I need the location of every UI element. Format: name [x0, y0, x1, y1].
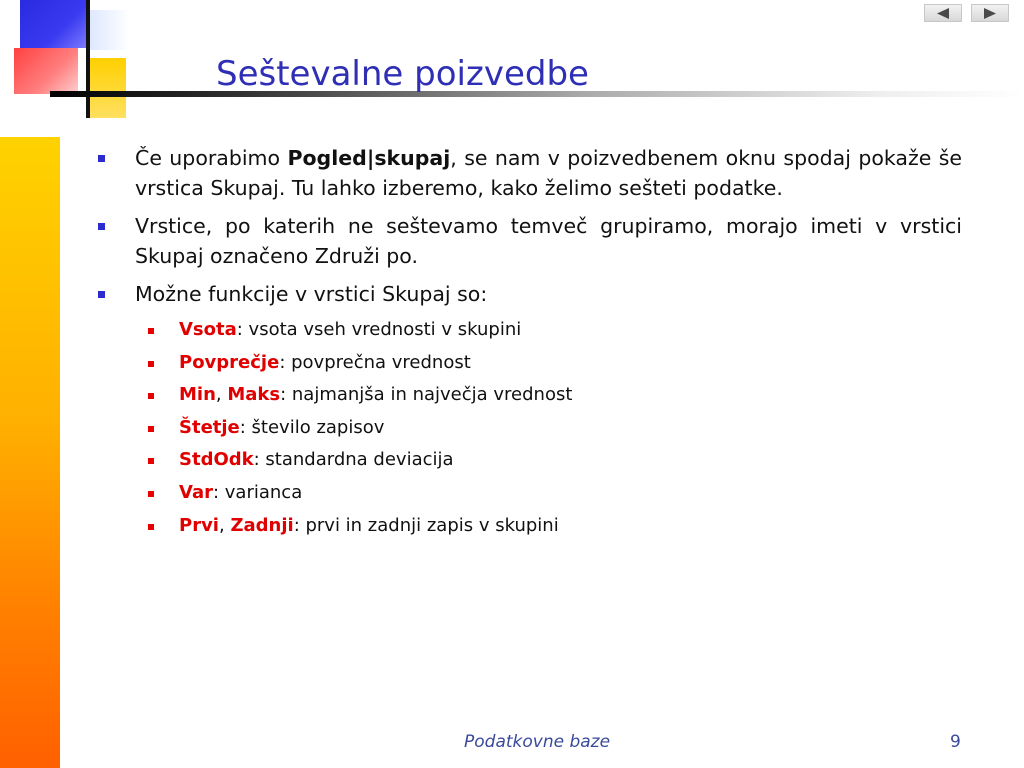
keyword-separator: ,	[215, 384, 228, 406]
logo-red-square	[14, 48, 78, 94]
sub-bullet-square-icon	[148, 393, 154, 399]
sub-bullet-item	[98, 480, 962, 506]
sub-bullet-square-icon	[148, 426, 154, 432]
sub-bullet-square-icon	[148, 524, 154, 530]
function-description: : varianca	[212, 481, 303, 503]
side-gradient-bar	[0, 137, 60, 768]
function-keyword: Zadnji	[230, 514, 294, 536]
function-keyword: Povprečje	[179, 351, 280, 373]
sub-bullet-square-icon	[148, 328, 154, 334]
function-description: : število zapisov	[239, 416, 385, 438]
keyword-separator: ,	[218, 514, 231, 536]
function-keyword: Štetje	[179, 416, 240, 438]
function-keyword: Var	[179, 481, 213, 503]
logo-blue-square	[20, 0, 90, 48]
function-keyword: Prvi	[179, 514, 219, 536]
bullet-text: Vrstice, po katerih ne seštevamo temveč grupiramo, morajo imeti v vrstici Skupaj označeno Združi po.	[135, 214, 962, 268]
bullet-square-icon	[98, 223, 105, 230]
sub-bullet-square-icon	[148, 491, 154, 497]
sub-bullet-square-icon	[148, 458, 154, 464]
bullet-text-post: , se nam v poizvedbenem oknu spodaj pokaže še vrstica Skupaj. Tu lahko izberemo, kako želimo sešteti podatke.	[135, 146, 962, 200]
menu-path: Pogled|skupaj	[287, 146, 451, 170]
triangle-left-icon	[936, 8, 950, 19]
function-keyword: Maks	[227, 384, 281, 406]
function-description: : povprečna vrednost	[279, 351, 471, 373]
sub-bullet-item	[98, 447, 962, 473]
function-keyword: Vsota	[179, 319, 237, 340]
bullet-square-icon	[98, 291, 105, 298]
previous-slide-button[interactable]	[924, 4, 962, 22]
function-description: : vsota vseh vrednosti v skupini	[236, 319, 522, 340]
logo-yellow-square	[90, 58, 126, 118]
bullet-text: Možne funkcije v vrstici Skupaj so:	[135, 282, 488, 306]
next-slide-button[interactable]	[971, 4, 1009, 22]
bullet-item	[98, 279, 962, 309]
function-description: : standardna deviacija	[253, 449, 454, 471]
slide-content	[98, 143, 962, 545]
sub-bullet-item	[98, 513, 962, 539]
function-description: : prvi in zadnji zapis v skupini	[293, 514, 559, 536]
bullet-text-pre: Če uporabimo	[135, 146, 288, 170]
sub-bullet-item	[98, 317, 962, 343]
logo-fade-block	[90, 10, 130, 50]
sub-bullet-item	[98, 350, 962, 376]
logo-vertical-line	[86, 0, 90, 118]
function-description: : najmanjša in največja vrednost	[280, 384, 573, 406]
bullet-square-icon	[98, 155, 105, 162]
bullet-item	[98, 143, 962, 203]
function-keyword: Min	[179, 384, 216, 406]
footer-text: Podatkovne baze	[464, 732, 611, 752]
sub-bullet-square-icon	[148, 361, 154, 367]
page-number: 9	[950, 732, 961, 752]
triangle-right-icon	[983, 8, 997, 19]
sub-bullet-item	[98, 382, 962, 408]
slide-title: Seštevalne poizvedbe	[216, 54, 589, 94]
sub-bullet-item	[98, 415, 962, 441]
bullet-item	[98, 211, 962, 271]
function-keyword: StdOdk	[179, 449, 254, 471]
